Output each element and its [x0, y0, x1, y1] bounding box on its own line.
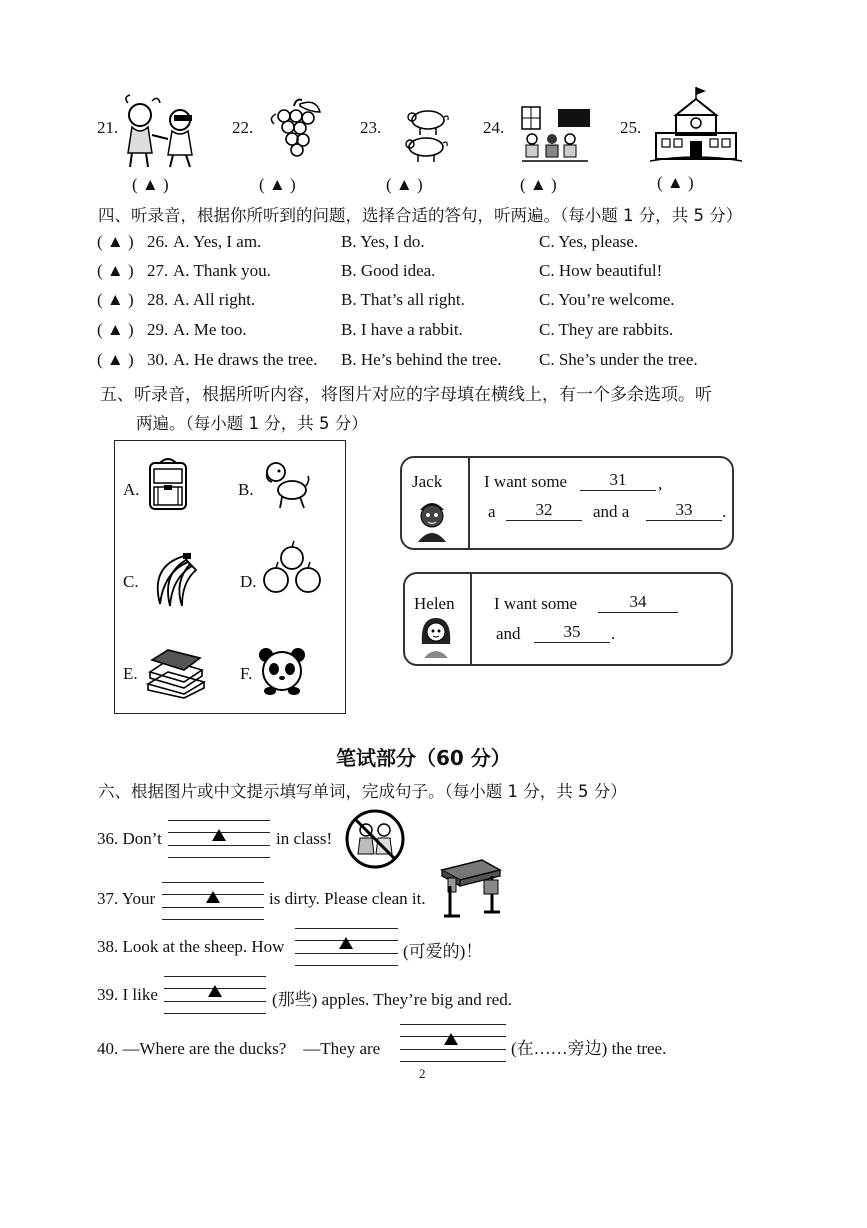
jack-and-a: and a: [593, 502, 630, 521]
q30-number: 30.: [147, 350, 169, 369]
jack-divider: [468, 458, 470, 548]
q28-option-b: B. That’s all right.: [341, 290, 465, 309]
q37-prefix: 37. Your: [97, 889, 156, 908]
boy-avatar-icon: [414, 496, 450, 542]
q29-answer-paren[interactable]: ( ▲ ): [97, 320, 134, 339]
q39-prefix: 39. I like: [97, 985, 158, 1004]
helen-line1-prefix: I want some: [494, 594, 578, 613]
q39-suffix: (那些) apples. They’re big and red.: [272, 990, 512, 1009]
q28-answer-paren[interactable]: ( ▲ ): [97, 290, 134, 309]
q26-number: 26.: [147, 232, 169, 251]
jack-line2-a: a: [488, 502, 496, 521]
jack-name: Jack: [412, 472, 443, 491]
q30-option-c: C. She’s under the tree.: [539, 350, 698, 369]
q23-number: 23.: [360, 118, 382, 137]
option-c-letter: C.: [123, 572, 139, 591]
desk-icon: [438, 856, 504, 922]
q40-prefix: 40. —Where are the ducks? —They are: [97, 1039, 381, 1058]
blank-34[interactable]: 34: [598, 592, 678, 613]
helen-name: Helen: [414, 594, 455, 613]
answer-triangle-icon: [208, 985, 222, 997]
q28-option-c: C. You’re welcome.: [539, 290, 675, 309]
q27-answer-paren[interactable]: ( ▲ ): [97, 261, 134, 280]
q29-option-a: A. Me too.: [173, 320, 247, 339]
section4-heading: 四、听录音，根据你所听到的问题，选择合适的答句，听两遍。（每小题 1 分，共 5 分）: [98, 206, 743, 225]
q30-option-b: B. He’s behind the tree.: [341, 350, 502, 369]
grapes-picture: [266, 98, 326, 160]
q26-answer-paren[interactable]: ( ▲ ): [97, 232, 134, 251]
kids-playing-picture: [118, 95, 213, 170]
q24-answer-blank[interactable]: ( ▲ ): [520, 175, 557, 194]
books-icon: [144, 648, 206, 698]
option-b-letter: B.: [238, 480, 254, 499]
q29-number: 29.: [147, 320, 169, 339]
classroom-picture: [518, 103, 593, 165]
page-number: 2: [419, 1066, 426, 1081]
written-part-title: 笔试部分（60 分）: [336, 746, 511, 770]
q21-number: 21.: [97, 118, 119, 137]
backpack-icon: [144, 455, 192, 513]
option-a-letter: A.: [123, 480, 140, 499]
q36-prefix: 36. Don’t: [97, 829, 162, 848]
helen-divider: [470, 574, 472, 664]
q29-option-b: B. I have a rabbit.: [341, 320, 463, 339]
section5-heading-line2: 两遍。（每小题 1 分，共 5 分）: [136, 414, 368, 433]
q27-number: 27.: [147, 261, 169, 280]
option-e-letter: E.: [123, 664, 138, 683]
answer-triangle-icon: [206, 891, 220, 903]
option-f-letter: F.: [240, 664, 253, 683]
q40-suffix: (在……旁边) the tree.: [511, 1039, 667, 1058]
q36-suffix: in class!: [276, 829, 333, 848]
helen-line2-and: and: [496, 624, 521, 643]
q25-answer-blank[interactable]: ( ▲ ): [657, 173, 694, 192]
answer-triangle-icon: [444, 1033, 458, 1045]
q24-number: 24.: [483, 118, 505, 137]
q25-number: 25.: [620, 118, 642, 137]
pigs-picture: [398, 105, 453, 163]
q22-answer-blank[interactable]: ( ▲ ): [259, 175, 296, 194]
q21-answer-blank[interactable]: ( ▲ ): [132, 175, 169, 194]
jack-comma: ,: [658, 474, 663, 493]
q26-option-a: A. Yes, I am.: [173, 232, 262, 251]
q30-answer-paren[interactable]: ( ▲ ): [97, 350, 134, 369]
q26-option-c: C. Yes, please.: [539, 232, 639, 251]
section5-heading-line1: 五、听录音，根据所听内容，将图片对应的字母填在横线上，有一个多余选项。听: [100, 385, 712, 405]
q28-option-a: A. All right.: [173, 290, 256, 309]
girl-avatar-icon: [418, 614, 454, 658]
q28-number: 28.: [147, 290, 169, 309]
blank-31[interactable]: 31: [580, 470, 656, 491]
section6-heading: 六、根据图片或中文提示填写单词，完成句子。（每小题 1 分，共 5 分）: [98, 782, 627, 801]
q27-option-b: B. Good idea.: [341, 261, 436, 280]
answer-triangle-icon: [212, 829, 226, 841]
q29-option-c: C. They are rabbits.: [539, 320, 674, 339]
jack-line1-prefix: I want some: [484, 472, 568, 491]
q37-suffix: is dirty. Please clean it.: [269, 889, 426, 908]
school-building-picture: [650, 85, 742, 165]
option-d-letter: D.: [240, 572, 257, 591]
q23-answer-blank[interactable]: ( ▲ ): [386, 175, 423, 194]
blank-32[interactable]: 32: [506, 500, 582, 521]
apples-icon: [262, 540, 324, 602]
blank-33[interactable]: 33: [646, 500, 722, 521]
q27-option-c: C. How beautiful!: [539, 261, 663, 280]
answer-triangle-icon: [339, 937, 353, 949]
dog-icon: [262, 460, 310, 510]
jack-period: .: [722, 502, 727, 521]
q38-suffix: (可爱的)！: [403, 942, 483, 961]
q26-option-b: B. Yes, I do.: [341, 232, 425, 251]
q27-option-a: A. Thank you.: [173, 261, 271, 280]
helen-period: .: [611, 624, 616, 643]
bananas-icon: [146, 552, 198, 610]
blank-35[interactable]: 35: [534, 622, 610, 643]
no-talking-sign-icon: [344, 808, 406, 870]
q22-number: 22.: [232, 118, 254, 137]
panda-icon: [256, 645, 308, 697]
q38-prefix: 38. Look at the sheep. How: [97, 937, 285, 956]
q30-option-a: A. He draws the tree.: [173, 350, 318, 369]
